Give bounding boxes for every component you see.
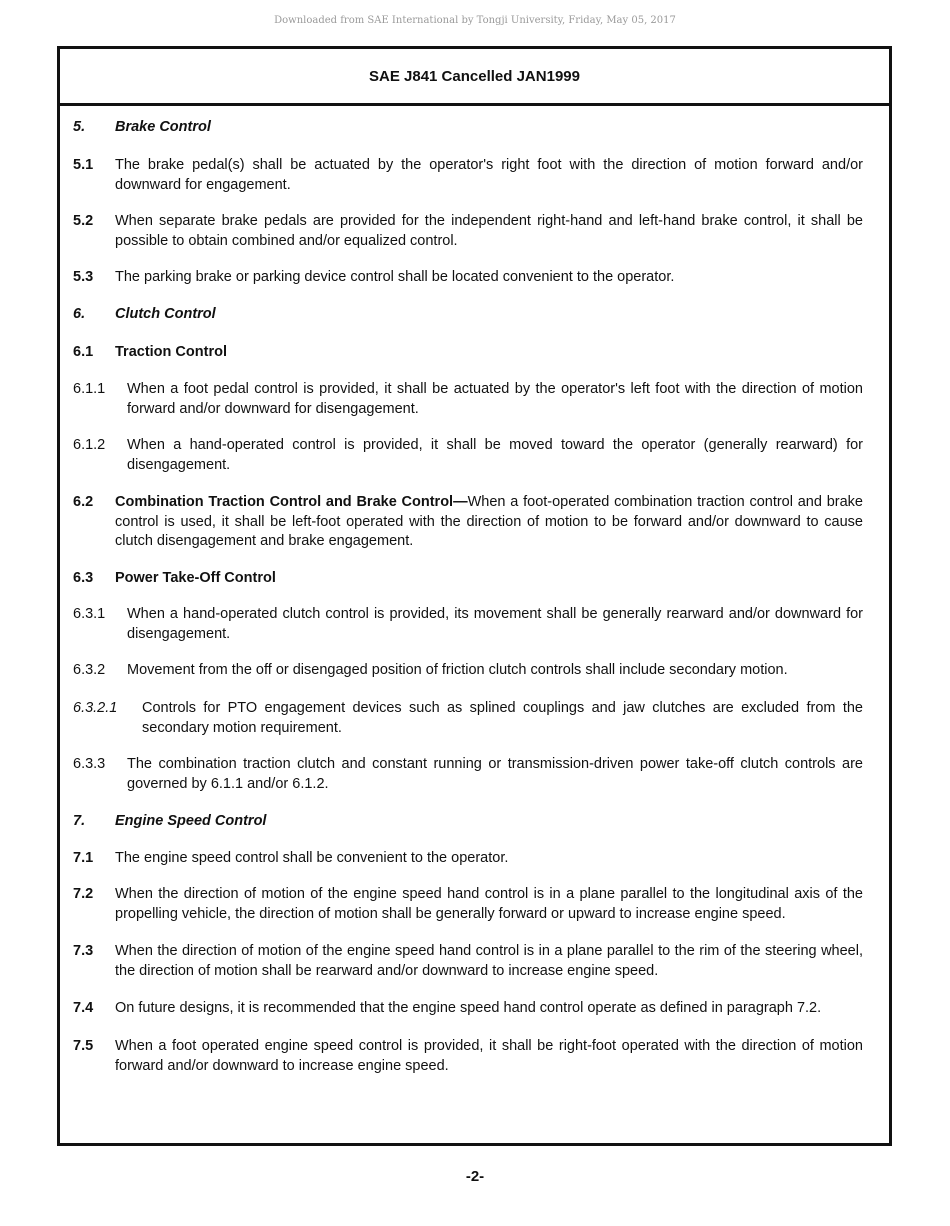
paragraph-text: When the direction of motion of the engine speed hand control is in a plane parallel to the rim of the steering wheel, the direction of motion shall be rearward and/or downward to increase engine speed.: [115, 943, 863, 979]
paragraph-text: Movement from the off or disengaged position of friction clutch controls shall include secondary motion.: [127, 662, 788, 678]
paragraph-number: 6.2: [73, 494, 94, 510]
paragraph-text: When a foot-operated combination traction control and brake control is used, it shall be left-foot operated with the direction of motion to be forward and/or downward to cause clutch disengagement and brake engagement.: [115, 494, 863, 549]
paragraph-number: 6.3.3: [73, 756, 106, 772]
section-title: Power Take-Off Control: [115, 570, 276, 586]
paragraph-text: When separate brake pedals are provided for the independent right-hand and left-hand brake control, it shall be possible to obtain combined and/or equalized control.: [115, 213, 863, 249]
section-number: 6.1: [73, 344, 94, 360]
section-title: Clutch Control: [115, 306, 216, 322]
paragraph-body: [115, 493, 863, 552]
paragraph-number: 7.2: [73, 886, 94, 902]
paragraph-text: Controls for PTO engagement devices such as splined couplings and jaw clutches are excluded from the secondary motion requirement.: [142, 700, 863, 736]
paragraph-number: 6.3.2: [73, 662, 106, 678]
section-number: 6.: [73, 306, 86, 322]
paragraph-number: 7.3: [73, 943, 94, 959]
paragraph-number: 7.5: [73, 1038, 94, 1054]
paragraph-number: 5.1: [73, 157, 94, 173]
section-title: Brake Control: [115, 119, 211, 135]
paragraph-text: When a hand-operated control is provided, it shall be moved toward the operator (generally rearward) for disengagement.: [127, 437, 863, 473]
section-number: 7.: [73, 813, 86, 829]
section-title: Traction Control: [115, 344, 227, 360]
paragraph-text: When a foot operated engine speed control is provided, it shall be right-foot operated with the direction of motion forward and/or downward to increase engine speed.: [115, 1038, 863, 1074]
paragraph-text: The brake pedal(s) shall be actuated by the operator's right foot with the direction of motion forward and/or downward for engagement.: [115, 157, 863, 193]
document-header: [60, 49, 889, 106]
paragraph-number: 7.1: [73, 850, 94, 866]
section-number: 5.: [73, 119, 86, 135]
paragraph-text: On future designs, it is recommended that the engine speed hand control operate as defined in paragraph 7.2.: [115, 1000, 822, 1016]
paragraph-text: When a hand-operated clutch control is provided, its movement shall be generally rearward and/or downward for disengagement.: [127, 606, 863, 642]
paragraph-number: 6.1.2: [73, 437, 106, 453]
paragraph-text: The parking brake or parking device control shall be located convenient to the operator.: [115, 269, 675, 285]
paragraph-text: When the direction of motion of the engine speed hand control is in a plane parallel to the longitudinal axis of the propelling vehicle, the direction of motion shall be generally forward or upward to increase engine speed.: [115, 886, 863, 922]
paragraph-number: 6.1.1: [73, 381, 106, 397]
document-frame: [57, 46, 892, 1146]
section-title: Engine Speed Control: [115, 813, 267, 829]
paragraph-text: When a foot pedal control is provided, it shall be actuated by the operator's left foot with the direction of motion forward and/or downward for disengagement.: [127, 381, 863, 417]
page-number: -2-: [465, 1168, 485, 1185]
paragraph-number: 6.3.1: [73, 606, 106, 622]
paragraph-number: 7.4: [73, 1000, 94, 1016]
paragraph-number: 5.2: [73, 213, 94, 229]
paragraph-run-in-title: Combination Traction Control and Brake Control—: [115, 494, 468, 510]
download-watermark: Downloaded from SAE International by Tongji University, Friday, May 05, 2017: [274, 15, 676, 26]
paragraph-number: 5.3: [73, 269, 94, 285]
document-title: SAE J841 Cancelled JAN1999: [369, 67, 580, 85]
paragraph-text: The combination traction clutch and constant running or transmission-driven power take-off clutch controls are governed by 6.1.1 and/or 6.1.2.: [127, 756, 863, 792]
section-number: 6.3: [73, 570, 94, 586]
paragraph-number: 6.3.2.1: [73, 700, 118, 716]
paragraph-text: The engine speed control shall be convenient to the operator.: [115, 850, 509, 866]
